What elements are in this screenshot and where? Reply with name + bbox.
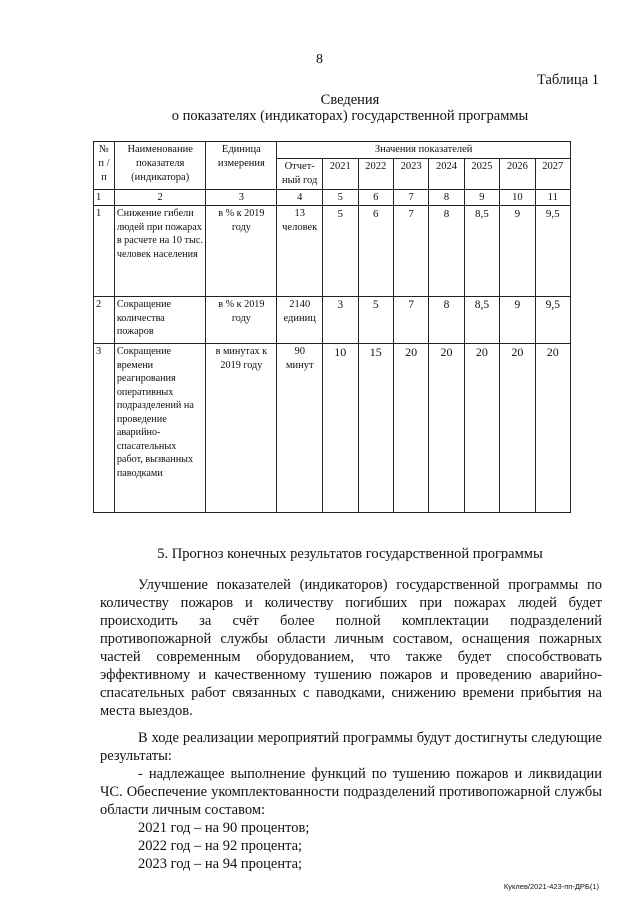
header-values-group: Значения показателей [277,142,571,159]
row-report-value: 13 человек [277,206,323,297]
header-year: 2021 [323,158,358,189]
row-value: 5 [358,297,393,344]
header-year: 2025 [464,158,499,189]
column-number: 3 [206,189,277,206]
table-row [94,297,571,344]
row-value: 8,5 [464,206,499,297]
column-number: 9 [464,189,499,206]
column-number: 7 [393,189,428,206]
footer-code: Куклев/2021-423-пп-ДРБ(1) [503,882,599,891]
row-value: 8 [429,297,464,344]
row-name: Сокращение времени реагирования оперативных подразделений на проведение аварийно-спасательных работ, вызванных паводками [114,344,206,513]
row-value: 3 [323,297,358,344]
header-unit: Единица измерения [206,142,277,190]
row-num: 1 [94,206,115,297]
row-value: 9 [500,297,535,344]
column-number: 8 [429,189,464,206]
row-value: 20 [500,344,535,513]
header-report-year: Отчет-ный год [277,158,323,189]
column-number-row [94,189,571,206]
row-value: 7 [393,297,428,344]
table-title-line2: о показателях (индикаторах) государственной программы [171,108,529,124]
table-row [94,206,571,297]
row-value: 8 [429,206,464,297]
header-year: 2026 [500,158,535,189]
column-number: 2 [114,189,206,206]
row-value: 10 [323,344,358,513]
header-name: Наименование показателя (индикатора) [114,142,206,190]
table-label: Таблица 1 [536,72,599,88]
column-number: 4 [277,189,323,206]
row-num: 3 [94,344,115,513]
row-value: 8,5 [464,297,499,344]
header-year: 2027 [535,158,570,189]
section-title: 5. Прогноз конечных результатов государственной программы [157,546,543,562]
indicators-table [93,141,571,513]
row-value: 9 [500,206,535,297]
body-text [100,576,602,873]
row-name: Сокращение количества пожаров [114,297,206,344]
row-name: Снижение гибели людей при пожарах в расчете на 10 тыс. человек населения [114,206,206,297]
row-value: 5 [323,206,358,297]
column-number: 10 [500,189,535,206]
header-row-1 [94,142,571,159]
table-title-line1: Сведения [320,92,380,108]
row-num: 2 [94,297,115,344]
row-unit: в % к 2019 году [206,206,277,297]
row-value: 20 [393,344,428,513]
row-value: 7 [393,206,428,297]
list-item: 2022 год – на 92 процента; [138,838,303,854]
row-value: 9,5 [535,206,570,297]
row-value: 9,5 [535,297,570,344]
row-value: 20 [464,344,499,513]
row-report-value: 90 минут [277,344,323,513]
paragraph: Улучшение показателей (индикаторов) государственной программы по количеству пожаров и количеству погибших при пожарах людей будет происходить за счёт более полной комплектации подразделений противопожарной службы области личным составом, оснащения пожарных частей современным оборудованием, что также будет способствовать эффективному и качественному тушению пожаров и проведению аварийно-спасательных работ связанных с паводками, снижению времени прибытия на места выездов. [100,577,602,719]
paragraph: В ходе реализации мероприятий программы будут достигнуты следующие результаты: [100,730,602,764]
row-value: 15 [358,344,393,513]
column-number: 1 [94,189,115,206]
row-value: 20 [429,344,464,513]
row-value: 6 [358,206,393,297]
row-report-value: 2140 единиц [277,297,323,344]
table-row [94,344,571,513]
list-item: 2023 год – на 94 процента; [138,856,303,872]
column-number: 11 [535,189,570,206]
header-year: 2024 [429,158,464,189]
column-number: 6 [358,189,393,206]
row-value: 20 [535,344,570,513]
header-year: 2022 [358,158,393,189]
row-unit: в минутах к 2019 году [206,344,277,513]
header-year: 2023 [393,158,428,189]
paragraph: - надлежащее выполнение функций по тушению пожаров и ликвидации ЧС. Обеспечение укомплектованности подразделений противопожарной службы области личным составом: [100,766,602,818]
row-unit: в % к 2019 году [206,297,277,344]
header-num: № п /п [94,142,115,190]
list-item: 2021 год – на 90 процентов; [138,820,310,836]
column-number: 5 [323,189,358,206]
page-number: 8 [316,52,323,67]
